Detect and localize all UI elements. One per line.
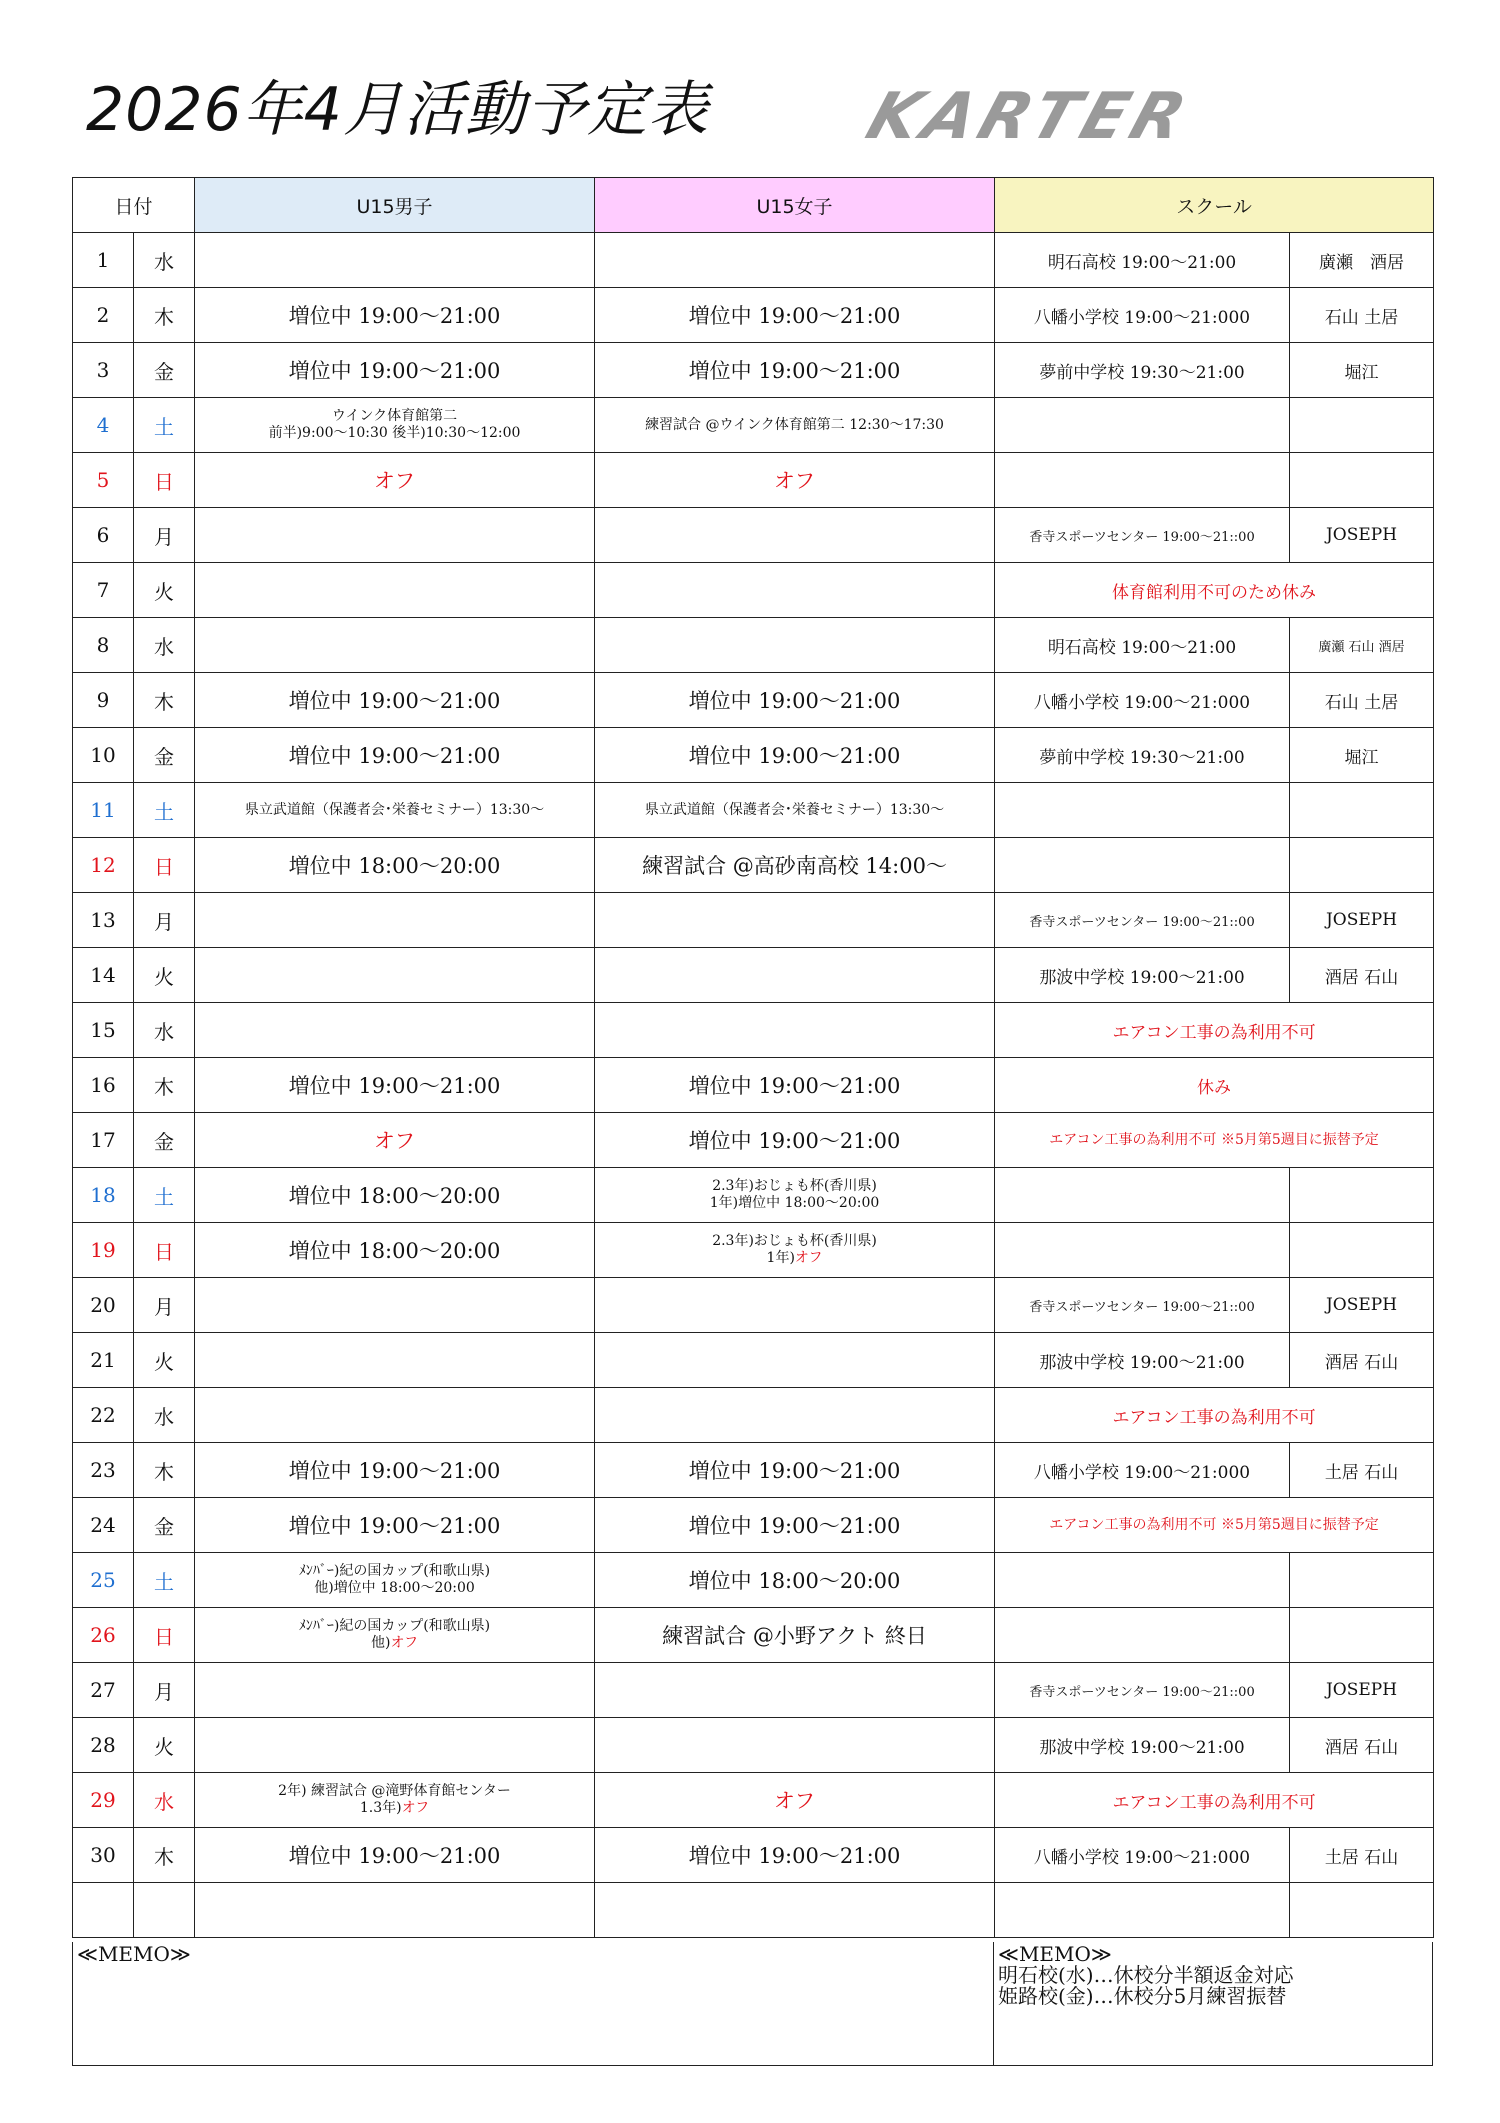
school-schedule: 八幡小学校 19:00～21:000: [995, 288, 1290, 343]
day-number: 27: [73, 1663, 134, 1718]
school-schedule: エアコン工事の為利用不可: [995, 1003, 1434, 1058]
girls-schedule: [595, 1333, 995, 1388]
boys-line-1: 増位中 19:00～21:00: [288, 1844, 501, 1868]
empty-cell: [995, 1883, 1290, 1938]
memo-left-label: ≪MEMO≫: [77, 1942, 191, 1966]
boys-schedule: [195, 1498, 595, 1553]
weekday: 日: [134, 838, 195, 893]
memo-right-line2: 姫路校(金)…休校分5月練習振替: [998, 1984, 1287, 2008]
girls-line-1: 増位中 19:00～21:00: [688, 689, 901, 713]
school-schedule: [995, 398, 1290, 453]
boys-line-1: 増位中 19:00～21:00: [288, 1074, 501, 1098]
weekday: 日: [134, 1223, 195, 1278]
boys-line-1: 増位中 19:00～21:00: [288, 1459, 501, 1483]
boys-line-1: 増位中 19:00～21:00: [288, 689, 501, 713]
school-schedule: [995, 783, 1290, 838]
girls-line-1: 県立武道館（保護者会･栄養セミナー）13:30～: [644, 801, 945, 818]
girls-schedule: [595, 893, 995, 948]
boys-schedule: [195, 728, 595, 783]
day-number: 26: [73, 1608, 134, 1663]
girls-schedule: [595, 1773, 995, 1828]
weekday: 火: [134, 1718, 195, 1773]
table-row: [73, 948, 1434, 1003]
school-schedule: [995, 1168, 1290, 1223]
school-coach: JOSEPH: [1290, 1278, 1434, 1333]
girls-schedule: [595, 1388, 995, 1443]
table-row: [73, 563, 1434, 618]
boys-line-2: 1.3年): [359, 1800, 402, 1816]
school-coach: [1290, 838, 1434, 893]
table-row: [73, 1333, 1434, 1388]
day-number: 3: [73, 343, 134, 398]
girls-schedule: [595, 1113, 995, 1168]
day-number: 14: [73, 948, 134, 1003]
girls-line-1: 増位中 19:00～21:00: [688, 1844, 901, 1868]
table-row: [73, 1773, 1434, 1828]
girls-off-label: オフ: [794, 1250, 823, 1266]
boys-schedule: [195, 1223, 595, 1278]
boys-line-1: 増位中 18:00～20:00: [288, 854, 501, 878]
school-schedule: 那波中学校 19:00～21:00: [995, 1718, 1290, 1773]
boys-line-1: 増位中 18:00～20:00: [288, 1184, 501, 1208]
day-number: 11: [73, 783, 134, 838]
girls-line-1: 2.3年)おじょも杯(香川県): [712, 1233, 877, 1249]
memo-right-label: ≪MEMO≫: [998, 1942, 1112, 1966]
girls-line-1: 練習試合 @高砂南高校 14:00～: [642, 854, 947, 878]
day-number: 21: [73, 1333, 134, 1388]
boys-schedule: [195, 673, 595, 728]
boys-schedule: [195, 1003, 595, 1058]
day-number: 8: [73, 618, 134, 673]
girls-schedule: [595, 1553, 995, 1608]
girls-schedule: [595, 1718, 995, 1773]
day-number: 10: [73, 728, 134, 783]
boys-schedule: [195, 343, 595, 398]
boys-line-1: 増位中 19:00～21:00: [288, 359, 501, 383]
boys-line-1: ﾒﾝﾊﾞｰ)紀の国カップ(和歌山県): [298, 1563, 491, 1579]
school-coach: [1290, 1223, 1434, 1278]
school-coach: JOSEPH: [1290, 508, 1434, 563]
day-number: 7: [73, 563, 134, 618]
boys-schedule: [195, 1718, 595, 1773]
school-schedule: 香寺スポーツセンター 19:00～21::00: [995, 508, 1290, 563]
girls-line-1: 増位中 19:00～21:00: [688, 1514, 901, 1538]
table-row: [73, 1278, 1434, 1333]
weekday: 月: [134, 1663, 195, 1718]
school-schedule: 八幡小学校 19:00～21:000: [995, 1443, 1290, 1498]
girls-schedule: [595, 508, 995, 563]
girls-schedule: [595, 1663, 995, 1718]
weekday: 月: [134, 893, 195, 948]
school-coach: 土居 石山: [1290, 1443, 1434, 1498]
girls-schedule: [595, 453, 995, 508]
table-row: [73, 343, 1434, 398]
boys-line-2: 他): [370, 1635, 391, 1651]
girls-schedule: [595, 1828, 995, 1883]
schedule-table: [72, 177, 1434, 1938]
school-coach: 酒居 石山: [1290, 948, 1434, 1003]
table-row: [73, 618, 1434, 673]
table-row: [73, 673, 1434, 728]
day-number: 17: [73, 1113, 134, 1168]
girls-line-1: 増位中 19:00～21:00: [688, 1074, 901, 1098]
boys-schedule: [195, 1443, 595, 1498]
girls-schedule: [595, 563, 995, 618]
school-schedule: 香寺スポーツセンター 19:00～21::00: [995, 893, 1290, 948]
memo-right: [993, 1942, 1433, 2066]
school-coach: 酒居 石山: [1290, 1718, 1434, 1773]
school-coach: [1290, 1608, 1434, 1663]
weekday: 日: [134, 453, 195, 508]
boys-schedule: [195, 1773, 595, 1828]
boys-line-1: 増位中 19:00～21:00: [288, 304, 501, 328]
school-coach: 廣瀬 石山 酒居: [1290, 618, 1434, 673]
boys-schedule: [195, 1828, 595, 1883]
girls-schedule: [595, 1278, 995, 1333]
boys-schedule: [195, 783, 595, 838]
school-schedule: 那波中学校 19:00～21:00: [995, 1333, 1290, 1388]
table-row: [73, 1223, 1434, 1278]
day-number: 5: [73, 453, 134, 508]
weekday: 土: [134, 1168, 195, 1223]
boys-schedule: [195, 398, 595, 453]
day-number: 29: [73, 1773, 134, 1828]
day-number: 6: [73, 508, 134, 563]
weekday: 水: [134, 233, 195, 288]
weekday: 土: [134, 398, 195, 453]
girls-schedule: [595, 783, 995, 838]
weekday: 水: [134, 1773, 195, 1828]
weekday: 木: [134, 673, 195, 728]
school-coach: 石山 土居: [1290, 673, 1434, 728]
school-coach: [1290, 453, 1434, 508]
boys-schedule: [195, 1388, 595, 1443]
header-row: [73, 178, 1434, 233]
table-row: [73, 1443, 1434, 1498]
table-row: [73, 1058, 1434, 1113]
school-schedule: 香寺スポーツセンター 19:00～21::00: [995, 1663, 1290, 1718]
empty-cell: [595, 1883, 995, 1938]
table-row: [73, 1003, 1434, 1058]
boys-schedule: [195, 1663, 595, 1718]
school-coach: 堀江: [1290, 728, 1434, 783]
table-row: [73, 233, 1434, 288]
table-row: [73, 1828, 1434, 1883]
boys-schedule: [195, 563, 595, 618]
girls-schedule: [595, 233, 995, 288]
girls-schedule: [595, 1498, 995, 1553]
boys-line-1: 増位中 19:00～21:00: [288, 1514, 501, 1538]
girls-schedule: [595, 673, 995, 728]
weekday: 金: [134, 343, 195, 398]
table-row: [73, 1113, 1434, 1168]
girls-schedule: [595, 618, 995, 673]
boys-schedule: [195, 838, 595, 893]
table-row: [73, 783, 1434, 838]
table-row: [73, 728, 1434, 783]
boys-schedule: [195, 1608, 595, 1663]
header-date: 日付: [73, 178, 195, 233]
girls-line-1: 増位中 19:00～21:00: [688, 1459, 901, 1483]
girls-schedule: [595, 1003, 995, 1058]
boys-schedule: [195, 233, 595, 288]
table-row: [73, 1663, 1434, 1718]
boys-line-1: 県立武道館（保護者会･栄養セミナー）13:30～: [244, 801, 545, 818]
school-schedule: 香寺スポーツセンター 19:00～21::00: [995, 1278, 1290, 1333]
day-number: 12: [73, 838, 134, 893]
weekday: 木: [134, 1058, 195, 1113]
boys-line-1: ﾒﾝﾊﾞｰ)紀の国カップ(和歌山県): [298, 1618, 491, 1634]
school-schedule: 体育館利用不可のため休み: [995, 563, 1434, 618]
girls-schedule: [595, 1223, 995, 1278]
memo-right-line1: 明石校(水)…休校分半額返金対応: [998, 1963, 1294, 1987]
table-row: [73, 1168, 1434, 1223]
weekday: 火: [134, 1333, 195, 1388]
weekday: 月: [134, 1278, 195, 1333]
weekday: 土: [134, 783, 195, 838]
boys-line-2: 他)増位中 18:00～20:00: [314, 1580, 475, 1596]
girls-schedule: [595, 288, 995, 343]
table-row: [73, 838, 1434, 893]
girls-line-1: 2.3年)おじょも杯(香川県): [712, 1178, 877, 1194]
table-row: [73, 508, 1434, 563]
day-number: 18: [73, 1168, 134, 1223]
day-number: 28: [73, 1718, 134, 1773]
school-schedule: 八幡小学校 19:00～21:000: [995, 673, 1290, 728]
school-coach: 酒居 石山: [1290, 1333, 1434, 1388]
table-row: [73, 398, 1434, 453]
girls-line-1: 増位中 18:00～20:00: [688, 1569, 901, 1593]
day-number: 30: [73, 1828, 134, 1883]
memo-left: [72, 1942, 994, 2066]
girls-line-1: 練習試合 @小野アクト 終日: [662, 1624, 927, 1648]
girls-line-1: 練習試合 @ウインク体育館第二 12:30～17:30: [645, 416, 944, 433]
school-coach: JOSEPH: [1290, 1663, 1434, 1718]
day-number: 23: [73, 1443, 134, 1498]
school-schedule: 八幡小学校 19:00～21:000: [995, 1828, 1290, 1883]
day-number: 22: [73, 1388, 134, 1443]
school-schedule: エアコン工事の為利用不可: [995, 1773, 1434, 1828]
weekday: 金: [134, 728, 195, 783]
empty-cell: [134, 1883, 195, 1938]
girls-schedule: [595, 398, 995, 453]
boys-line-1: 増位中 19:00～21:00: [288, 744, 501, 768]
day-number: 19: [73, 1223, 134, 1278]
boys-line-1: オフ: [373, 1129, 416, 1153]
empty-cell: [1290, 1883, 1434, 1938]
boys-schedule: [195, 1278, 595, 1333]
school-schedule: 夢前中学校 19:30～21:00: [995, 728, 1290, 783]
school-schedule: 休み: [995, 1058, 1434, 1113]
school-coach: 石山 土居: [1290, 288, 1434, 343]
weekday: 木: [134, 1443, 195, 1498]
boys-line-1: 増位中 18:00～20:00: [288, 1239, 501, 1263]
header-u15-boys: U15男子: [195, 178, 595, 233]
boys-schedule: [195, 508, 595, 563]
header-u15-girls: U15女子: [595, 178, 995, 233]
girls-schedule: [595, 728, 995, 783]
weekday: 月: [134, 508, 195, 563]
boys-schedule: [195, 1168, 595, 1223]
table-row: [73, 1608, 1434, 1663]
boys-schedule: [195, 1333, 595, 1388]
table-row: [73, 1388, 1434, 1443]
school-schedule: 明石高校 19:00～21:00: [995, 233, 1290, 288]
header-school: スクール: [995, 178, 1434, 233]
school-coach: 土居 石山: [1290, 1828, 1434, 1883]
boys-line-2: 前半)9:00～10:30 後半)10:30～12:00: [268, 425, 521, 441]
school-schedule: 明石高校 19:00～21:00: [995, 618, 1290, 673]
weekday: 金: [134, 1498, 195, 1553]
boys-line-1: 2年) 練習試合 @滝野体育館センター: [278, 1783, 511, 1799]
weekday: 土: [134, 1553, 195, 1608]
day-number: 24: [73, 1498, 134, 1553]
school-coach: [1290, 398, 1434, 453]
weekday: 金: [134, 1113, 195, 1168]
boys-off-label: オフ: [390, 1635, 419, 1651]
boys-schedule: [195, 1113, 595, 1168]
weekday: 水: [134, 1003, 195, 1058]
weekday: 水: [134, 618, 195, 673]
table-row: [73, 893, 1434, 948]
girls-line-1: 増位中 19:00～21:00: [688, 304, 901, 328]
girls-schedule: [595, 1608, 995, 1663]
school-schedule: エアコン工事の為利用不可 ※5月第5週目に振替予定: [995, 1113, 1434, 1168]
karter-logo: KARTER: [857, 80, 1201, 154]
school-coach: JOSEPH: [1290, 893, 1434, 948]
school-schedule: [995, 1223, 1290, 1278]
boys-line-1: ウインク体育館第二: [331, 408, 458, 424]
school-schedule: [995, 1608, 1290, 1663]
day-number: 9: [73, 673, 134, 728]
day-number: 15: [73, 1003, 134, 1058]
boys-schedule: [195, 453, 595, 508]
weekday: 木: [134, 288, 195, 343]
girls-line-2: 1年)増位中 18:00～20:00: [709, 1195, 880, 1211]
day-number: 4: [73, 398, 134, 453]
day-number: 25: [73, 1553, 134, 1608]
girls-schedule: [595, 343, 995, 398]
boys-line-1: オフ: [373, 469, 416, 493]
page-title: 2026年4月活動予定表: [86, 75, 709, 145]
weekday: 日: [134, 1608, 195, 1663]
empty-cell: [195, 1883, 595, 1938]
boys-schedule: [195, 1553, 595, 1608]
boys-schedule: [195, 288, 595, 343]
girls-line-1: オフ: [773, 1789, 816, 1813]
boys-off-label: オフ: [401, 1800, 430, 1816]
school-schedule: エアコン工事の為利用不可 ※5月第5週目に振替予定: [995, 1498, 1434, 1553]
girls-schedule: [595, 948, 995, 1003]
day-number: 20: [73, 1278, 134, 1333]
school-coach: [1290, 1553, 1434, 1608]
day-number: 13: [73, 893, 134, 948]
table-row: [73, 288, 1434, 343]
empty-row: [73, 1883, 1434, 1938]
school-coach: [1290, 1168, 1434, 1223]
school-schedule: 那波中学校 19:00～21:00: [995, 948, 1290, 1003]
school-schedule: [995, 453, 1290, 508]
school-schedule: [995, 1553, 1290, 1608]
girls-schedule: [595, 1168, 995, 1223]
school-schedule: エアコン工事の為利用不可: [995, 1388, 1434, 1443]
empty-cell: [73, 1883, 134, 1938]
day-number: 16: [73, 1058, 134, 1113]
girls-schedule: [595, 1443, 995, 1498]
weekday: 火: [134, 948, 195, 1003]
table-row: [73, 1553, 1434, 1608]
table-row: [73, 1718, 1434, 1773]
boys-schedule: [195, 948, 595, 1003]
school-schedule: 夢前中学校 19:30～21:00: [995, 343, 1290, 398]
girls-schedule: [595, 838, 995, 893]
weekday: 火: [134, 563, 195, 618]
weekday: 水: [134, 1388, 195, 1443]
boys-schedule: [195, 618, 595, 673]
boys-schedule: [195, 893, 595, 948]
day-number: 2: [73, 288, 134, 343]
girls-schedule: [595, 1058, 995, 1113]
table-row: [73, 1498, 1434, 1553]
table-row: [73, 453, 1434, 508]
school-coach: 廣瀬 酒居: [1290, 233, 1434, 288]
girls-line-1: 増位中 19:00～21:00: [688, 359, 901, 383]
school-coach: [1290, 783, 1434, 838]
girls-line-1: オフ: [773, 469, 816, 493]
girls-line-1: 増位中 19:00～21:00: [688, 744, 901, 768]
weekday: 木: [134, 1828, 195, 1883]
day-number: 1: [73, 233, 134, 288]
boys-schedule: [195, 1058, 595, 1113]
school-coach: 堀江: [1290, 343, 1434, 398]
girls-line-1: 増位中 19:00～21:00: [688, 1129, 901, 1153]
girls-line-2: 1年): [766, 1250, 795, 1266]
school-schedule: [995, 838, 1290, 893]
